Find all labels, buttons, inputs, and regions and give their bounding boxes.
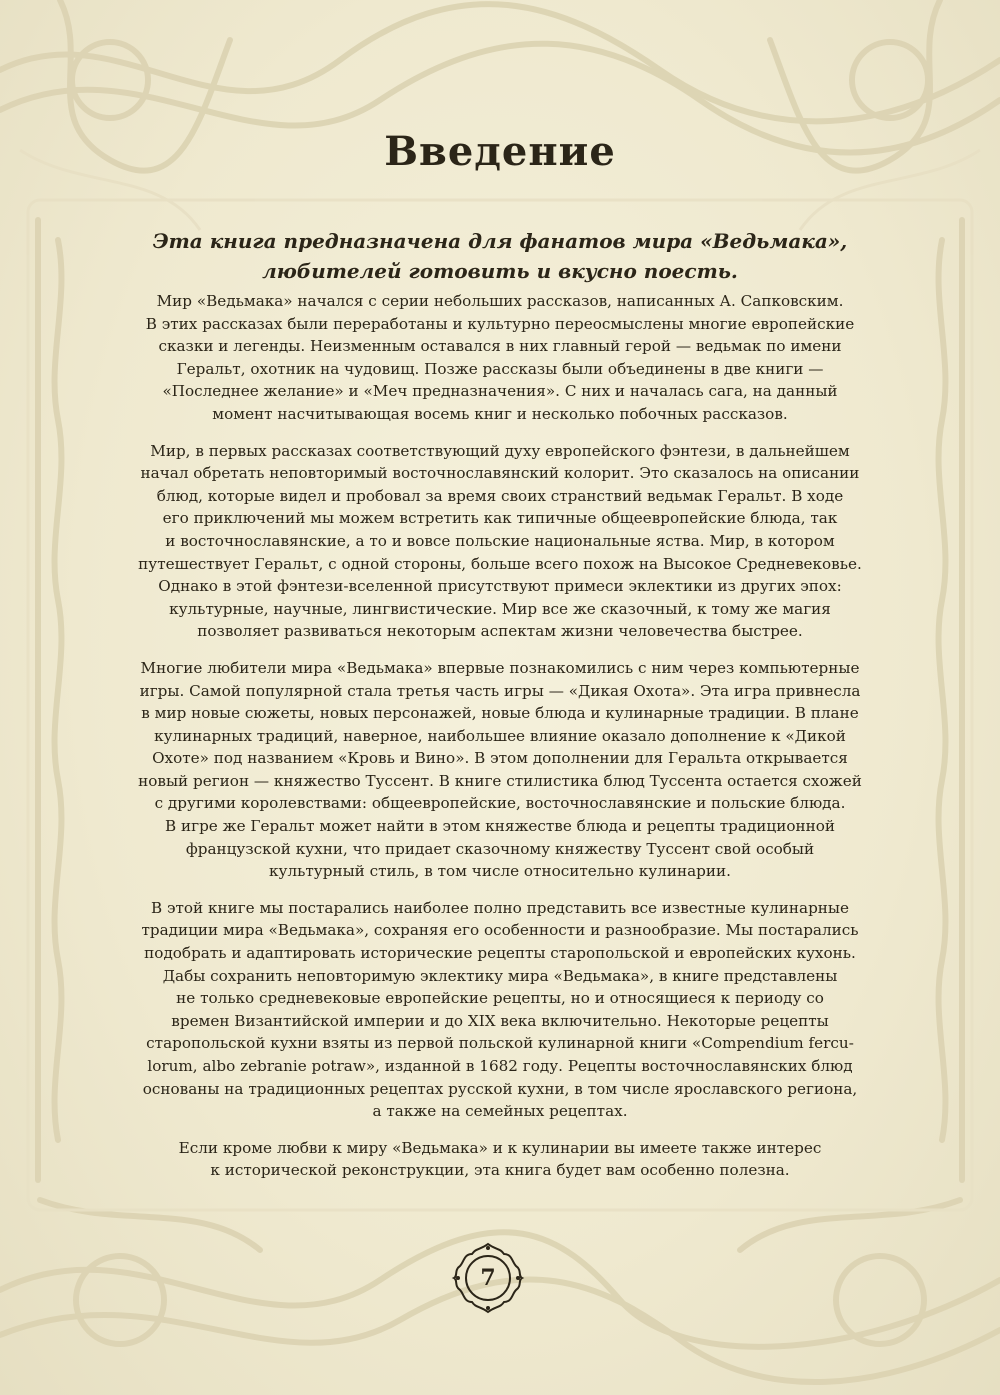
- text-line: позволяет развиваться некоторым аспектам жизни человечества быстрее.: [197, 622, 803, 641]
- text-line: игры. Самой популярной стала третья часть игры — «Дикая Охота». Эта игра привнесла: [139, 681, 861, 700]
- page-title: Введение: [384, 128, 616, 175]
- text-line: момент насчитывающая восемь книг и несколько побочных рассказов.: [212, 404, 788, 423]
- text-line: к исторической реконструкции, эта книга будет вам особенно полезна.: [210, 1161, 790, 1180]
- text-line: старопольской кухни взяты из первой польской кулинарной книги «Compendium fercu-: [146, 1034, 854, 1053]
- subtitle: [90, 226, 910, 286]
- paragraph-3: [90, 657, 910, 883]
- text-line: Мир «Ведьмака» начался с серии небольших рассказов, написанных А. Сапковским.: [156, 292, 844, 310]
- text-line: путешествует Геральт, с одной стороны, больше всего похож на Высокое Средневековье.: [138, 554, 862, 573]
- text-line: времен Византийской империи и до XIX века включительно. Некоторые рецепты: [171, 1011, 829, 1030]
- subtitle-line: Эта книга предназначена для фанатов мира «Ведьмака»,: [152, 229, 848, 253]
- text-line: Охоте» под названием «Кровь и Вино». В этом дополнении для Геральта открывается: [152, 749, 848, 768]
- paragraph-1: [90, 290, 910, 426]
- text-line: и восточнославянские, а то и вовсе польские национальные яства. Мир, в котором: [165, 531, 835, 550]
- paragraph-5: [90, 1137, 910, 1182]
- text-line: традиции мира «Ведьмака», сохраняя его особенности и разнообразие. Мы постарались: [141, 921, 859, 940]
- paragraph-4: [90, 897, 910, 1123]
- text-line: новый регион — княжество Туссент. В книге стилистика блюд Туссента остается схожей: [138, 771, 862, 790]
- text-line: его приключений мы можем встретить как типичные общеевропейские блюда, так: [162, 509, 838, 528]
- text-line: В этой книге мы постарались наиболее полно представить все известные кулинарные: [150, 898, 850, 917]
- text-line: культурные, научные, лингвистические. Мир все же сказочный, к тому же магия: [169, 599, 831, 618]
- text-line: Дабы сохранить неповторимую эклектику мира «Ведьмака», в книге представлены: [162, 966, 838, 985]
- text-line: Однако в этой фэнтези-вселенной присутствуют примеси эклектики из других эпох:: [158, 577, 842, 596]
- text-line: с другими королевствами: общеевропейские, восточнославянские и польские блюда.: [154, 794, 846, 813]
- text-line: не только средневековые европейские рецепты, но и относящиеся к периоду со: [176, 989, 824, 1008]
- text-line: Геральт, охотник на чудовищ. Позже рассказы были объединены в две книги —: [176, 359, 824, 378]
- text-line: «Последнее желание» и «Меч предназначения». С них и началась сага, на данный: [162, 382, 838, 401]
- body-text: [90, 290, 910, 1196]
- text-line: а также на семейных рецептах.: [372, 1102, 628, 1121]
- page-number-medallion: [450, 1240, 526, 1316]
- text-line: культурный стиль, в том числе относительно кулинарии.: [269, 862, 731, 881]
- text-line: основаны на традиционных рецептах русской кухни, в том числе ярославского региона,: [142, 1079, 858, 1098]
- text-line: блюд, которые видел и пробовал за время своих странствий ведьмак Геральт. В ходе: [156, 486, 844, 505]
- text-line: lorum, albo zebranie potraw», изданной в 1682 году. Рецепты восточнославянских блюд: [147, 1057, 853, 1075]
- text-line: Если кроме любви к миру «Ведьмака» и к кулинарии вы имеете также интерес: [178, 1138, 822, 1157]
- text-line: В этих рассказах были переработаны и культурно переосмыслены многие европейские: [145, 314, 855, 333]
- text-line: французской кухни, что придает сказочному княжеству Туссент свой особый: [185, 839, 815, 858]
- text-line: в мир новые сюжеты, новых персонажей, новые блюда и кулинарные традиции. В плане: [141, 704, 859, 723]
- page-number: 7: [480, 1265, 496, 1291]
- text-line: Многие любители мира «Ведьмака» впервые познакомились с ним через компьютерные: [140, 658, 860, 677]
- text-line: сказки и легенды. Неизменным оставался в них главный герой — ведьмак по имени: [158, 337, 842, 356]
- text-line: подобрать и адаптировать исторические рецепты старопольской и европейских кухонь.: [144, 944, 856, 963]
- paragraph-2: [90, 440, 910, 643]
- text-line: начал обретать неповторимый восточнославянский колорит. Это сказалось на описании: [140, 464, 860, 483]
- text-line: Мир, в первых рассказах соответствующий духу европейского фэнтези, в дальнейшем: [150, 441, 850, 460]
- subtitle-line: любителей готовить и вкусно поесть.: [262, 259, 738, 283]
- text-line: В игре же Геральт может найти в этом княжестве блюда и рецепты традиционной: [165, 817, 835, 836]
- text-line: кулинарных традиций, наверное, наибольшее влияние оказало дополнение к «Дикой: [154, 726, 846, 745]
